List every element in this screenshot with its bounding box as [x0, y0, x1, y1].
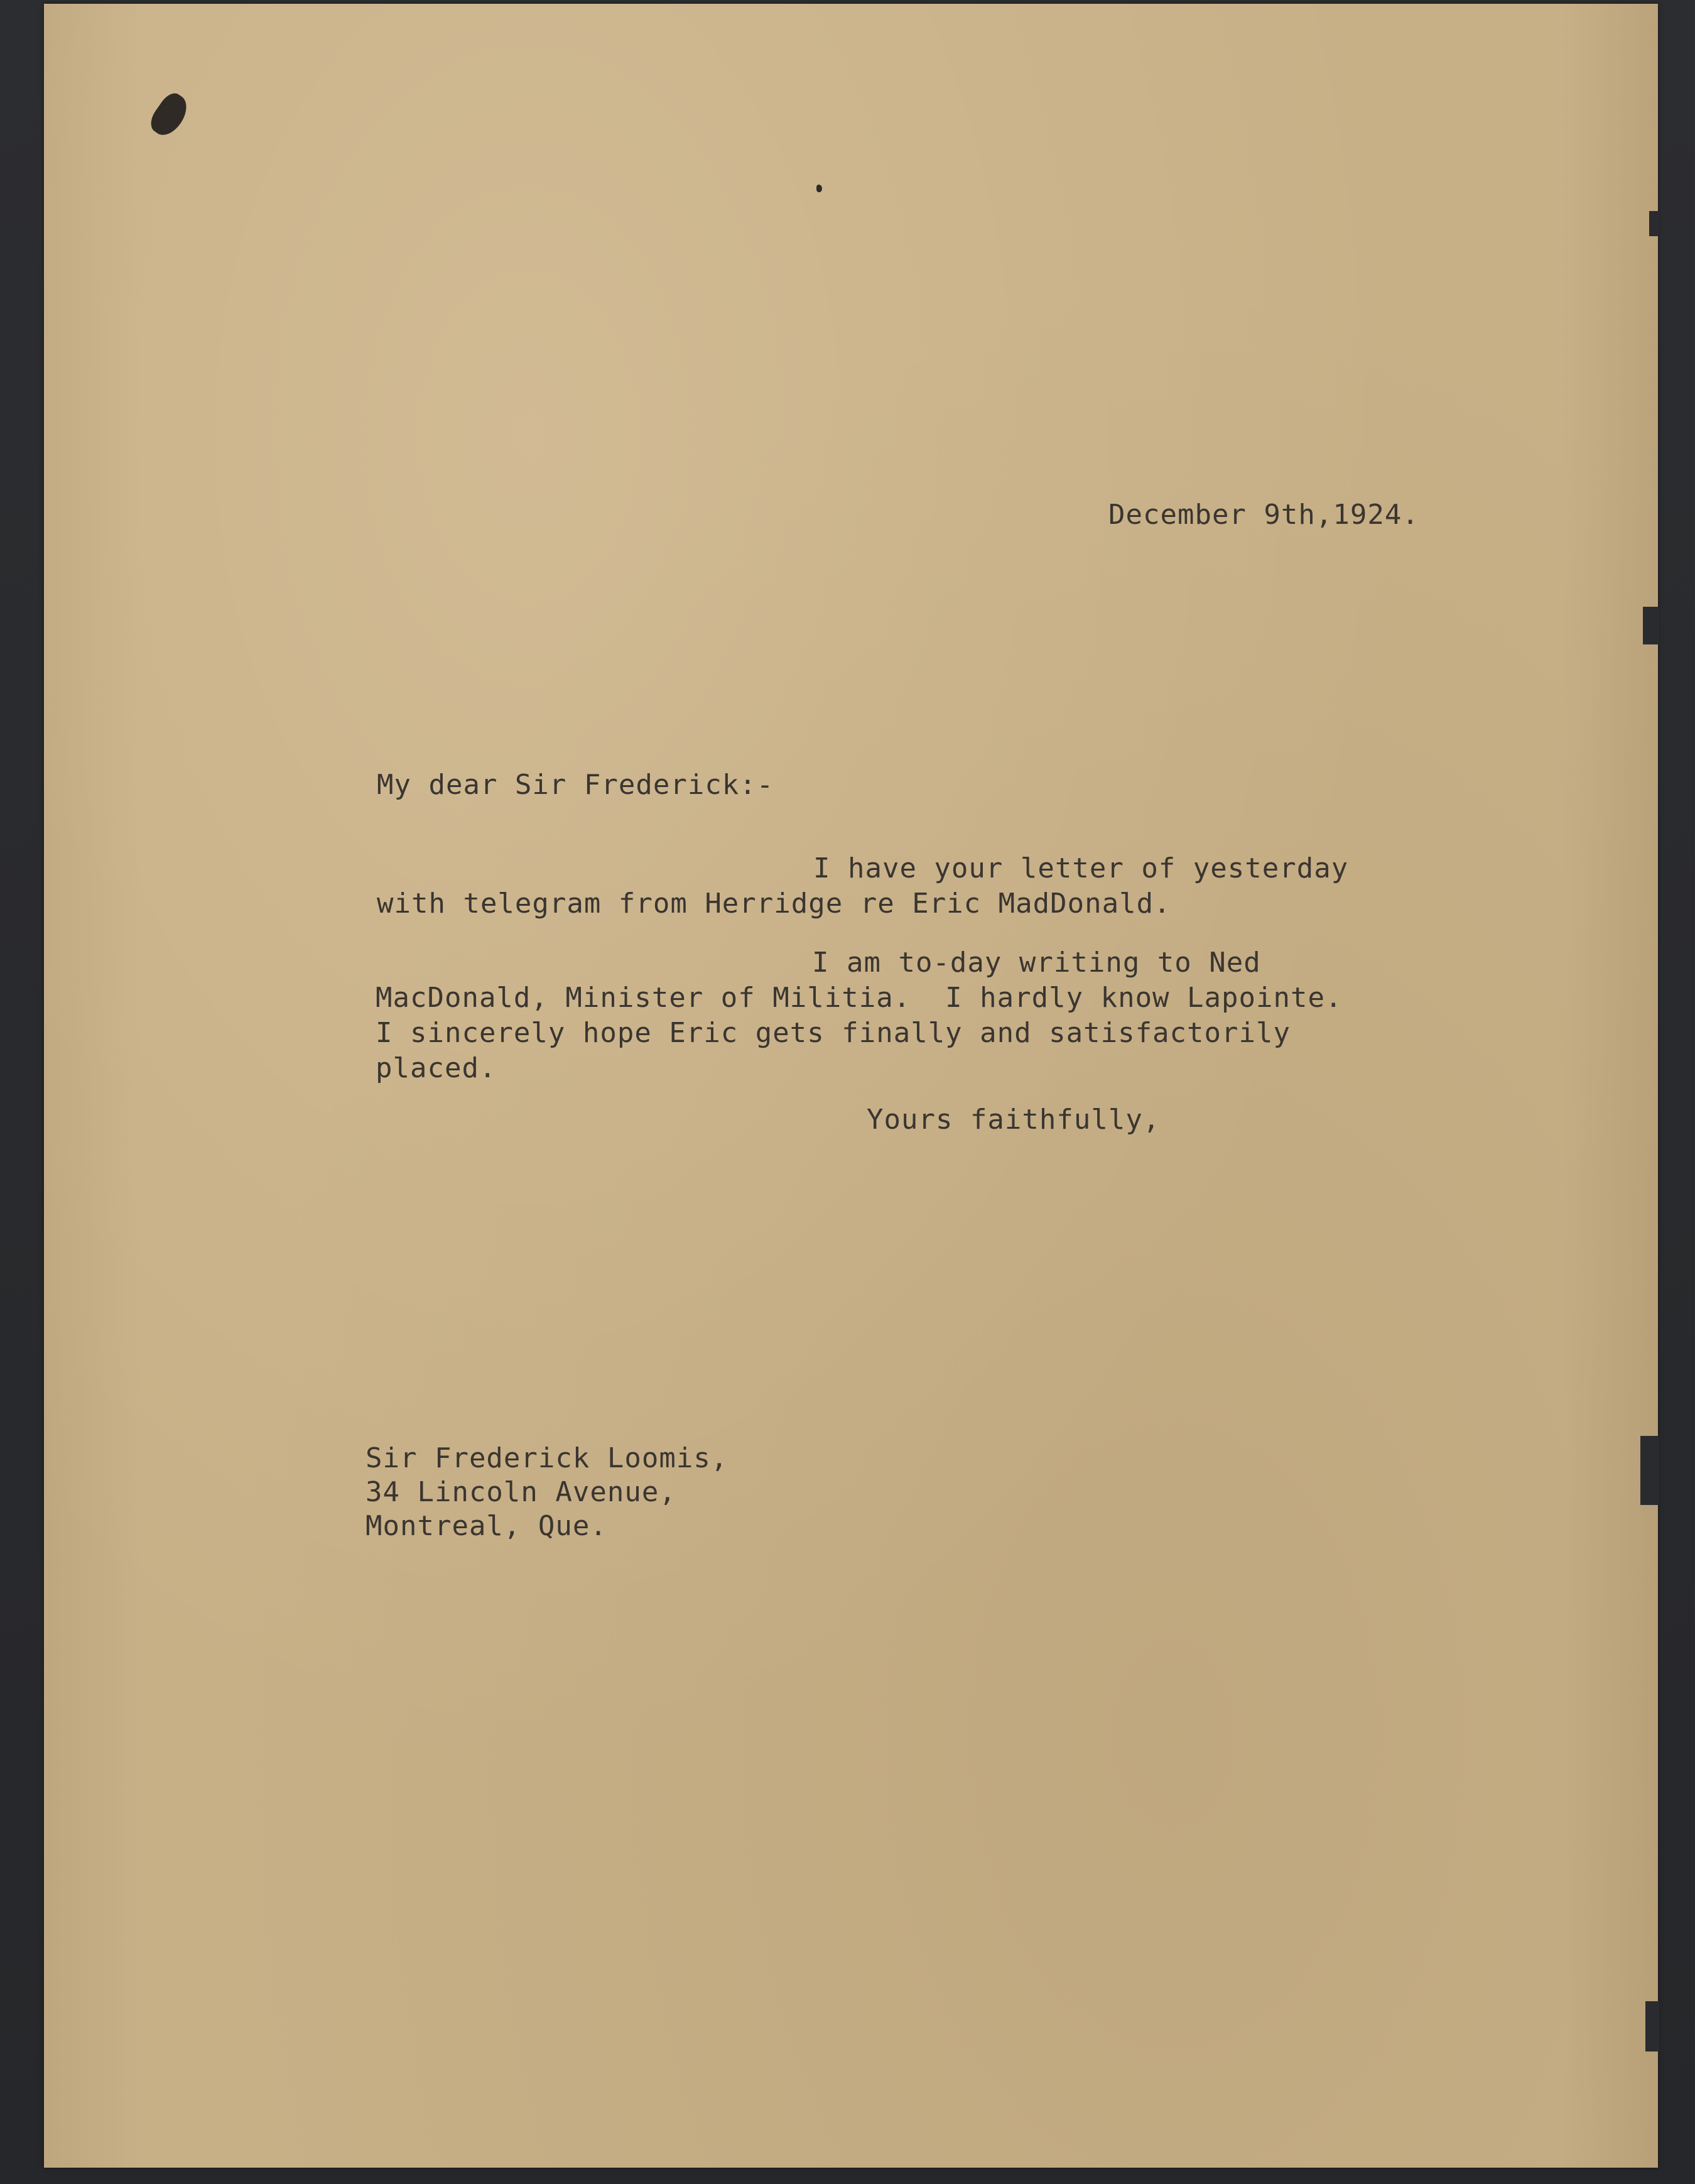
- recipient-address: [366, 1442, 728, 1543]
- address-line: Montreal, Que.: [366, 1510, 607, 1542]
- paragraph-1: [377, 851, 1348, 921]
- torn-edge: [1645, 2001, 1659, 2051]
- ink-speck: [816, 185, 822, 192]
- address-line: Sir Frederick Loomis,: [366, 1442, 728, 1474]
- letter-date: December 9th,1924.: [1108, 499, 1419, 531]
- paragraph-2: [376, 945, 1342, 1086]
- torn-edge: [1649, 211, 1659, 236]
- paragraph-line: I sincerely hope Eric gets finally and satisfactorily: [376, 1017, 1291, 1049]
- ink-blot: [146, 89, 193, 141]
- salutation: My dear Sir Frederick:-: [377, 769, 774, 801]
- paragraph-line: MacDonald, Minister of Militia. I hardly know Lapointe.: [376, 982, 1343, 1014]
- paragraph-line: with telegram from Herridge re Eric MadDonald.: [377, 888, 1171, 920]
- torn-edge: [1643, 607, 1659, 644]
- paragraph-line: I am to-day writing to Ned: [812, 947, 1261, 979]
- closing: Yours faithfully,: [867, 1104, 1161, 1136]
- address-line: 34 Lincoln Avenue,: [366, 1476, 676, 1508]
- paragraph-line: I have your letter of yesterday: [813, 852, 1349, 884]
- paragraph-line: placed.: [376, 1052, 497, 1084]
- torn-edge: [1640, 1436, 1659, 1505]
